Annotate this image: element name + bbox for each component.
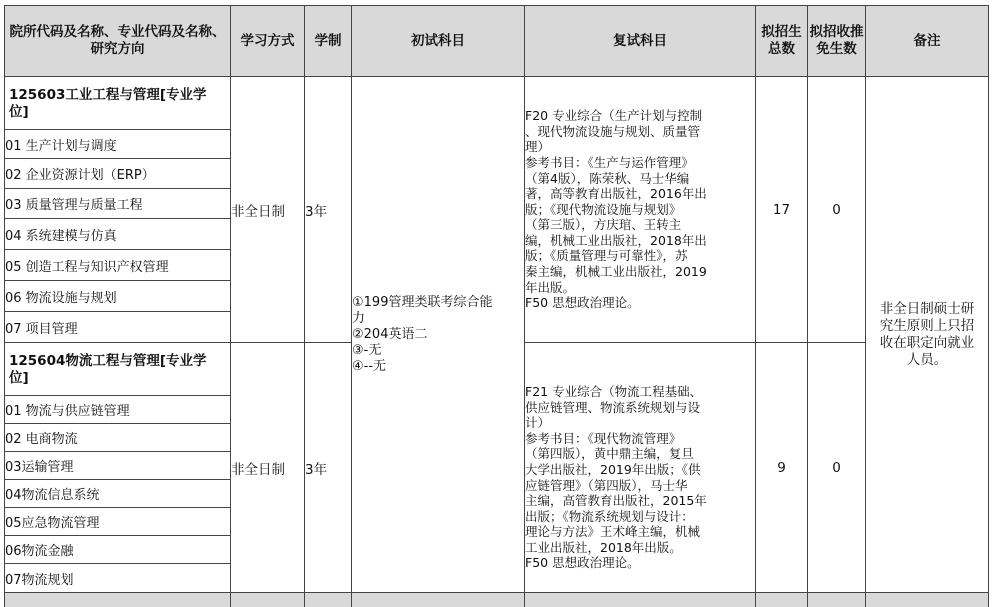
retest-line: F50 思想政治理论。 [525, 295, 755, 311]
retest-line: （第三版），方庆琯、王转主 [525, 217, 755, 233]
research-direction: 03 质量管理与质量工程 [5, 189, 231, 219]
retest-line: F50 思想政治理论。 [525, 555, 755, 571]
retest-line: F21 专业综合（物流工程基础、 [525, 384, 755, 400]
header-planned-enrollment: 拟招生总数 [756, 6, 808, 77]
research-direction: 04 系统建模与仿真 [5, 219, 231, 250]
program-row [5, 77, 989, 130]
study-mode-cell: 非全日制 [231, 343, 305, 593]
retest-line: 编，机械工业出版社，2018年出 [525, 233, 755, 249]
planned-enrollment-cell: 17 [756, 77, 808, 343]
retest-line: 大学出版社，2019年出版；《供 [525, 462, 755, 478]
exempt-admission-cell: 0 [808, 77, 866, 343]
retest-line: 版；《现代物流设施与规划》 [525, 202, 755, 218]
program-code-name: 125604物流工程与管理[专业学位] [5, 350, 230, 389]
initial-subject-line: ④--无 [352, 359, 524, 375]
retest-line: （第四版），黄中鼎主编，复旦 [525, 446, 755, 462]
admission-catalog-table [4, 5, 989, 607]
initial-subject-line: ①199管理类联考综合能 [352, 295, 524, 311]
retest-line: 秦主编，机械工业出版社，2019 [525, 264, 755, 280]
retest-line: 工业出版社，2018年出版。 [525, 540, 755, 556]
program-code-cell [5, 343, 231, 396]
duration-cell: 3年 [305, 77, 352, 343]
research-direction: 01 物流与供应链管理 [5, 396, 231, 424]
retest-line: 出版；《物流系统规划与设计： [525, 509, 755, 525]
retest-line: 、现代物流设施与规划、质量管 [525, 124, 755, 140]
research-direction: 02 电商物流 [5, 424, 231, 452]
header-unit: 院所代码及名称、专业代码及名称、研究方向 [5, 6, 231, 77]
header-duration: 学制 [305, 6, 352, 77]
retest-line: F20 专业综合（生产计划与控制 [525, 108, 755, 124]
study-mode-cell: 非全日制 [231, 77, 305, 343]
research-direction: 06物流金融 [5, 536, 231, 564]
retest-line: 计） [525, 415, 755, 431]
initial-subject-line: ③-无 [352, 343, 524, 359]
header-retest-subjects: 复试科目 [525, 6, 756, 77]
program-code-cell [5, 77, 231, 130]
retest-line: 理） [525, 139, 755, 155]
research-direction: 07 项目管理 [5, 312, 231, 343]
retest-line: 版；《质量管理与可靠性》，苏 [525, 248, 755, 264]
next-section-header-strip [5, 593, 989, 607]
retest-line: 参考书目：《生产与运作管理》 [525, 155, 755, 171]
initial-subjects-cell [352, 77, 525, 593]
retest-line: 著，高等教育出版社，2016年出 [525, 186, 755, 202]
research-direction: 04物流信息系统 [5, 480, 231, 508]
research-direction: 07物流规划 [5, 564, 231, 593]
header-row [5, 6, 989, 77]
header-remarks: 备注 [866, 6, 989, 77]
initial-subject-line: ②204英语二 [352, 327, 524, 343]
retest-line: 主编，高管教育出版社，2015年 [525, 493, 755, 509]
header-exempt-admission: 拟招收推免生数 [808, 6, 866, 77]
initial-subject-line: 力 [352, 311, 524, 327]
research-direction: 06 物流设施与规划 [5, 281, 231, 312]
header-study-mode: 学习方式 [231, 6, 305, 77]
retest-line: 年出版。 [525, 280, 755, 296]
remarks-cell [866, 77, 989, 593]
remark-line: 究生原则上只招 [866, 318, 988, 335]
research-direction: 03运输管理 [5, 452, 231, 480]
research-direction: 01 生产计划与调度 [5, 130, 231, 159]
retest-subjects-cell [525, 343, 756, 593]
remark-line: 人员。 [866, 352, 988, 369]
research-direction: 05应急物流管理 [5, 508, 231, 536]
retest-line: 参考书目：《现代物流管理》 [525, 431, 755, 447]
exempt-admission-cell: 0 [808, 343, 866, 593]
remark-line: 收在职定向就业 [866, 335, 988, 352]
planned-enrollment-cell: 9 [756, 343, 808, 593]
retest-subjects-cell [525, 77, 756, 343]
retest-line: （第4版），陈荣秋、马士华编 [525, 171, 755, 187]
header-initial-subjects: 初试科目 [352, 6, 525, 77]
research-direction: 02 企业资源计划（ERP） [5, 159, 231, 189]
retest-line: 应链管理》（第四版），马士华 [525, 478, 755, 494]
retest-line: 理论与方法》王术峰主编，机械 [525, 524, 755, 540]
duration-cell: 3年 [305, 343, 352, 593]
remark-line: 非全日制硕士研 [866, 301, 988, 318]
retest-line: 供应链管理、物流系统规划与设 [525, 400, 755, 416]
program-code-name: 125603工业工程与管理[专业学位] [5, 84, 230, 123]
research-direction: 05 创造工程与知识产权管理 [5, 250, 231, 281]
